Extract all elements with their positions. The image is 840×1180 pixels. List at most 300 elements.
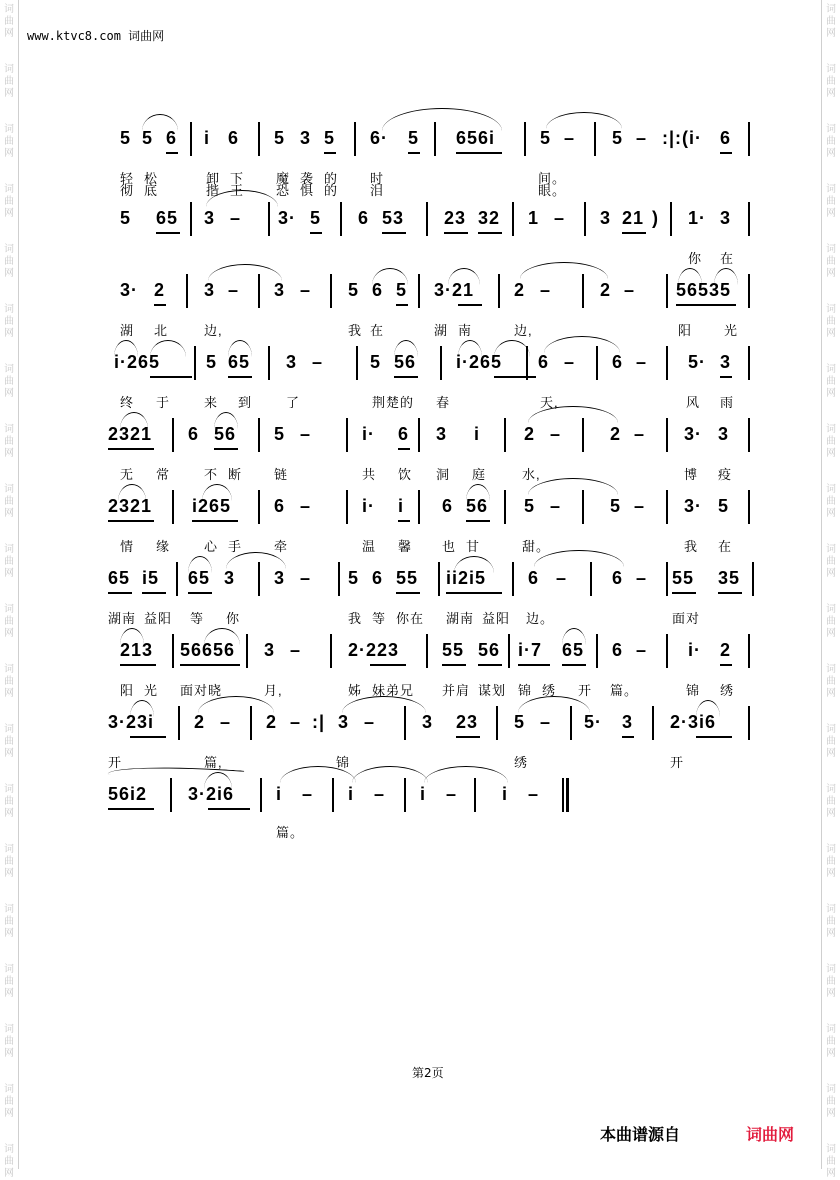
note: :|:(i· [662,128,703,148]
note: i·265 [456,352,503,372]
staff-row-8 [100,632,760,672]
watermark-text: 词 曲 网 [4,244,14,279]
lyric-line-3 [100,320,760,340]
note: 3·2i6 [188,784,235,804]
lyric: 馨 [398,539,413,554]
watermark-text: 词 曲 网 [4,544,14,579]
note: – [636,640,648,660]
lyric: 等 [372,611,387,626]
note: – [290,640,302,660]
lyric: 你 [688,251,703,266]
note: 3 [204,208,216,228]
note: i [276,784,283,804]
lyric: 甘 [466,539,481,554]
watermark-text: 词 曲 网 [4,1084,14,1119]
lyric: 情 [120,539,135,554]
lyric: 不 [204,467,219,482]
note: 5 [612,128,624,148]
staff-row-2 [100,200,760,240]
note: 3 [274,568,286,588]
watermark-text: 词 曲 网 [826,244,836,279]
watermark-text: 词 曲 网 [826,1024,836,1059]
lyric: 来 [204,395,219,410]
lyric: 绣 [720,683,735,698]
lyric: 恐 [276,183,291,198]
lyric: 甜。 [522,539,551,554]
lyric: 疫 [718,467,733,482]
lyric: 温 [362,539,377,554]
note: 55 [672,568,695,588]
lyric: 阳 [120,683,135,698]
lyric: 光 [724,323,739,338]
lyric: 揩 [206,183,221,198]
note: 55 [442,640,465,660]
lyric: 饮 [398,467,413,482]
lyric: 篇。 [276,825,305,840]
note: 3· [120,280,139,300]
lyric: 轻 [120,171,135,186]
note: 21 [622,208,645,228]
lyric: 春 [436,395,451,410]
lyric: 篇。 [610,683,639,698]
lyric-line-8 [100,680,760,700]
note: 6 [228,128,240,148]
note: i· [362,496,375,516]
note: 5 [120,128,132,148]
lyric: 湖 [434,323,449,338]
note: 3 [300,128,312,148]
watermark-text: 词 曲 网 [4,124,14,159]
lyric: 眼。 [538,183,567,198]
lyric: 在 [718,539,733,554]
note: 2·223 [348,640,400,660]
note: 32 [478,208,501,228]
lyric: 锦 [686,683,701,698]
note: – [446,784,458,804]
lyric: 终 [120,395,135,410]
note: – [564,128,576,148]
lyric: 面对晓 [180,683,223,698]
staff-row-4 [100,344,760,384]
note: 5 [324,128,336,148]
watermark-text: 词 曲 网 [826,724,836,759]
note: 5 [310,208,322,228]
note: 56 [394,352,417,372]
lyric: 绣 [542,683,557,698]
lyric: 姊 [348,683,363,698]
note: 55 [396,568,419,588]
note: 2 [266,712,278,732]
note: – [636,568,648,588]
watermark-text: 词 曲 网 [826,664,836,699]
note: – [540,712,552,732]
note: 2 [514,280,526,300]
right-watermark-strip [821,0,840,1179]
lyric: 开 [578,683,593,698]
lyric: 了 [286,395,301,410]
note: 3 [720,352,732,372]
lyric: 松 [144,171,159,186]
watermark-text: 词 曲 网 [826,544,836,579]
watermark-text: 词 曲 网 [826,784,836,819]
lyric: 锦 [518,683,533,698]
lyric: 月, [264,683,283,698]
lyric: 断 [228,467,243,482]
lyric: 洞 [436,467,451,482]
note: 6 [612,352,624,372]
lyric: 雨 [720,395,735,410]
lyric: 水, [522,467,541,482]
lyric-line-7 [100,608,760,628]
lyric-line-4 [100,392,760,412]
lyric: 绣 [514,755,529,770]
lyric: 博 [684,467,699,482]
note: – [634,496,646,516]
note: 5 [142,128,154,148]
watermark-text: 词 曲 网 [4,964,14,999]
lyric: 益阳 [144,611,173,626]
note: 2 [194,712,206,732]
note: 3 [274,280,286,300]
lyric: 你在 [396,611,425,626]
note: 2 [610,424,622,444]
note: – [364,712,376,732]
note: 6 [720,128,732,148]
note: 6 [372,568,384,588]
watermark-text: 词 曲 网 [4,364,14,399]
note: – [300,496,312,516]
lyric: 湖南 [108,611,137,626]
note: i·265 [114,352,161,372]
watermark-text: 词 曲 网 [826,904,836,939]
note: 5 [524,496,536,516]
lyric: 庭 [472,467,487,482]
note: 6 [538,352,550,372]
note: 3·21 [434,280,475,300]
note: – [636,128,648,148]
lyric: 惧 [300,183,315,198]
watermark-text: 词 曲 网 [826,124,836,159]
repeat-end: :| [312,712,326,732]
note: 5· [584,712,603,732]
lyric: 边。 [526,611,555,626]
watermark-text: 词 曲 网 [4,64,14,99]
note: 5 [274,128,286,148]
watermark-text: 词 曲 网 [826,184,836,219]
note: 6 [398,424,410,444]
note: 65 [108,568,131,588]
watermark-text: 词 曲 网 [4,1024,14,1059]
watermark-text: 词 曲 网 [826,4,836,39]
lyric-line-2 [100,248,760,268]
note: 5· [688,352,707,372]
note: i [348,784,355,804]
note: i [420,784,427,804]
lyric: 魔 [276,171,291,186]
note: 2321 [108,424,153,444]
note: – [634,424,646,444]
lyric: 荆楚的 [372,395,415,410]
note: 5 [206,352,218,372]
note: 65 [188,568,211,588]
lyric: 我 [348,323,363,338]
note: i [502,784,509,804]
lyric: 彻 [120,183,135,198]
lyric: 妹弟兄 [372,683,415,698]
lyric: 北 [154,323,169,338]
note: 23 [444,208,467,228]
note: 3 [600,208,612,228]
note: 56 [466,496,489,516]
lyric: 锦 [336,755,351,770]
watermark-text: 词 曲 网 [826,844,836,879]
watermark-text: 词 曲 网 [4,4,14,39]
note: 1 [528,208,540,228]
lyric: 我 [348,611,363,626]
note: 5 [348,280,360,300]
lyric: 的 [324,183,339,198]
staff-row-7 [100,560,760,600]
note: i· [688,640,701,660]
note: 23 [456,712,479,732]
note: 3 [622,712,634,732]
watermark-text: 词 曲 网 [4,604,14,639]
lyric: 你 [226,611,241,626]
note: – [554,208,566,228]
note: 213 [120,640,154,660]
staff-row-6 [100,488,760,528]
watermark-text: 词 曲 网 [4,724,14,759]
note: i [398,496,405,516]
note: 3 [338,712,350,732]
lyric: 在 [720,251,735,266]
lyric: 谋划 [478,683,507,698]
note: 56656 [180,640,236,660]
note: 1· [688,208,707,228]
note: – [300,280,312,300]
note: 5 [408,128,420,148]
note: 5 [514,712,526,732]
note: – [556,568,568,588]
note: 65 [228,352,251,372]
note: – [528,784,540,804]
lyric: 常 [156,467,171,482]
note: 5 [348,568,360,588]
lyric: 阳 [678,323,693,338]
note: – [374,784,386,804]
lyric: 光 [144,683,159,698]
lyric: 等 [190,611,205,626]
watermark-text: 词 曲 网 [4,664,14,699]
lyric: 卸 [206,171,221,186]
note: i [474,424,481,444]
note: 5 [540,128,552,148]
staff-row-1 [100,120,760,160]
note: 3 [720,208,732,228]
staff-row-5 [100,416,760,456]
note: 56 [478,640,501,660]
note: – [220,712,232,732]
lyric: 南 [458,323,473,338]
lyric: 湖南 [446,611,475,626]
lyric: 边, [514,323,533,338]
note: i· [362,424,375,444]
watermark-text: 词 曲 网 [4,424,14,459]
watermark-text: 词 曲 网 [826,1084,836,1119]
note: 3 [204,280,216,300]
staff-row-10 [100,776,760,816]
watermark-text: 词 曲 网 [826,64,836,99]
lyric: 开 [670,755,685,770]
watermark-text: 词 曲 网 [4,904,14,939]
note: 2 [154,280,166,300]
lyric: 面对 [672,611,701,626]
lyric: 湖 [120,323,135,338]
lyric: 手 [228,539,243,554]
lyric: 在 [370,323,385,338]
lyric: 牵 [274,539,289,554]
lyric: 心 [204,539,219,554]
note: – [636,352,648,372]
note: 6 [372,280,384,300]
note: 3· [684,496,703,516]
note: ii2i5 [446,568,487,588]
lyric: 无 [120,467,135,482]
lyric: 益阳 [482,611,511,626]
note: i265 [192,496,232,516]
note: – [300,424,312,444]
note: – [564,352,576,372]
source-label: 本曲谱源自 [600,1125,681,1144]
staff-row-9 [100,704,760,744]
note: 5 [396,280,408,300]
note: 5 [120,208,132,228]
watermark-text: 词 曲 网 [4,184,14,219]
note: 6 [528,568,540,588]
note: 6 [274,496,286,516]
lyric: 风 [686,395,701,410]
lyric: 时 [370,171,385,186]
lyric: 也 [442,539,457,554]
lyric: 开 [108,755,123,770]
note: 3·23i [108,712,155,732]
lyric: 共 [362,467,377,482]
note: 65 [562,640,585,660]
note: 3 [422,712,434,732]
lyric-line-10 [100,822,760,842]
note: 3 [436,424,448,444]
note: – [290,712,302,732]
note: 6 [188,424,200,444]
lyric: 间。 [538,171,567,186]
watermark-text: 词 曲 网 [826,484,836,519]
note: 6· [370,128,389,148]
source-brand-link[interactable]: 词曲网 [746,1125,795,1144]
watermark-text: 词 曲 网 [826,1144,836,1179]
lyric: 链 [274,467,289,482]
lyric: 于 [156,395,171,410]
note: 56 [214,424,237,444]
lyric: 篇, [204,755,223,770]
watermark-text: 词 曲 网 [826,364,836,399]
lyric: 的 [324,171,339,186]
note: 56i2 [108,784,148,804]
note: – [302,784,314,804]
lyric: 天, [540,395,559,410]
note: ) [652,208,659,228]
note: i·7 [518,640,543,660]
note: 5 [718,496,730,516]
watermark-text: 词 曲 网 [826,964,836,999]
note: 5 [610,496,622,516]
left-watermark-strip [0,0,19,1179]
note: 65 [156,208,179,228]
note: 6 [166,128,178,148]
lyric: 并肩 [442,683,471,698]
note: 3 [264,640,276,660]
note: 3 [286,352,298,372]
site-brand: 词曲网 [128,29,165,43]
lyric: 王 [230,183,245,198]
note: 5 [370,352,382,372]
header-site [27,27,164,44]
note: – [624,280,636,300]
note: – [300,568,312,588]
watermark-text: 词 曲 网 [826,604,836,639]
note: – [550,424,562,444]
note: 2 [524,424,536,444]
lyric: 到 [238,395,253,410]
watermark-text: 词 曲 网 [4,304,14,339]
lyric: 边, [204,323,223,338]
watermark-text: 词 曲 网 [4,484,14,519]
note: 6 [442,496,454,516]
lyric: 我 [684,539,699,554]
note: i5 [142,568,160,588]
note: 6 [612,640,624,660]
page-number: 第2页 [412,1066,444,1080]
note: 2321 [108,496,153,516]
watermark-text: 词 曲 网 [4,844,14,879]
note: 3 [718,424,730,444]
lyric-line-6 [100,536,760,556]
note: – [230,208,242,228]
note: i [204,128,211,148]
note: 6 [358,208,370,228]
watermark-text: 词 曲 网 [826,304,836,339]
note: 53 [382,208,405,228]
lyric: 泪 [370,183,385,198]
note: 5 [274,424,286,444]
note: 6 [612,568,624,588]
watermark-text: 词 曲 网 [826,424,836,459]
lyric: 袭 [300,171,315,186]
note: – [228,280,240,300]
note: 3· [684,424,703,444]
staff-row-3 [100,272,760,312]
watermark-text: 词 曲 网 [4,784,14,819]
note: 56535 [676,280,732,300]
note: 35 [718,568,741,588]
note: 2 [600,280,612,300]
lyric: 底 [144,183,159,198]
lyric: 下 [230,171,245,186]
lyric: 缘 [156,539,171,554]
note: 3· [278,208,297,228]
note: – [312,352,324,372]
note: 2·3i6 [670,712,717,732]
note: – [540,280,552,300]
